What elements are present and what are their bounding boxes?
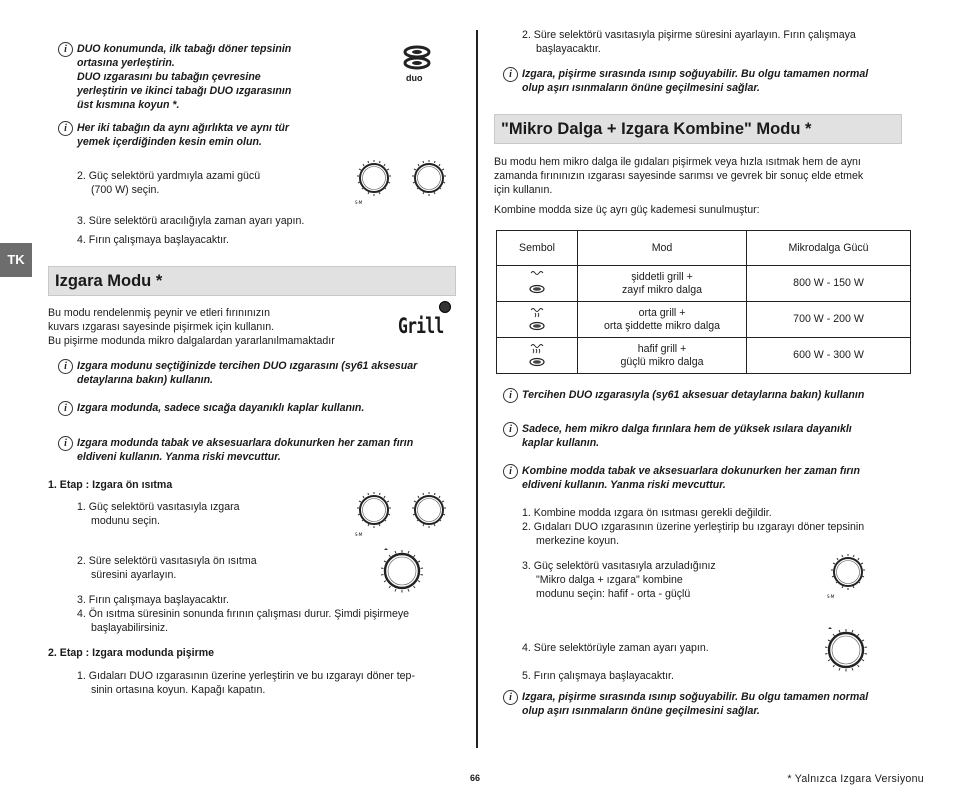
timer-knob bbox=[378, 545, 430, 597]
indicator-dot-icon bbox=[439, 301, 451, 313]
right-step-2: 2. Süre selektörü vasıtasıyla pişirme süresini ayarlayın. Fırın çalışmaya başlayacaktır. bbox=[522, 29, 856, 55]
svg-text:S·M: S·M bbox=[355, 200, 363, 205]
svg-text:S·M: S·M bbox=[355, 532, 363, 537]
mode-cell: şiddetli grill + zayıf mikro dalga bbox=[578, 266, 747, 302]
info-icon: i bbox=[503, 422, 518, 437]
note-cool-2: Izgara, pişirme sırasında ısınıp soğuyabilir. Bu olgu tamamen normal olup aşırı ısınmaların önüne geçilmesini sağlar. bbox=[522, 691, 869, 717]
note-recommend-duo: Izgara modunu seçtiğinizde tercihen DUO ızgarasını (sy61 aksesuar detaylarına bakın) kullanın. bbox=[77, 360, 418, 386]
symbol-cell bbox=[497, 302, 578, 338]
power-cell: 800 W - 150 W bbox=[747, 266, 911, 302]
light-grill-icon bbox=[526, 340, 548, 368]
table-header: Mod bbox=[578, 231, 747, 266]
power-cell: 700 W - 200 W bbox=[747, 302, 911, 338]
info-icon: i bbox=[503, 67, 518, 82]
combined-step-4: 4. Süre selektörüyle zaman ayarı yapın. bbox=[522, 642, 709, 654]
section-heading-grill: Izgara Modu * bbox=[48, 266, 456, 296]
stage-1-title: 1. Etap : Izgara ön ısıtma bbox=[48, 479, 173, 491]
mode-cell: orta grill + orta şiddette mikro dalga bbox=[578, 302, 747, 338]
strong-grill-icon bbox=[526, 269, 548, 295]
combined-step-5: 5. Fırın çalışmaya başlayacaktır. bbox=[522, 670, 674, 682]
combined-intro: Bu modu hem mikro dalga ile gıdaları pişirmek veya hızla ısıtmak hem de aynı zamanda fırınınızın ızgarası sayesinde sarımsı ve gevrek bir sonuç elde etmek için kullanın. bbox=[494, 156, 864, 196]
note-cool: Izgara, pişirme sırasında ısınıp soğuyabilir. Bu olgu tamamen normal olup aşırı ısınmaların önüne geçilmesini sağlar. bbox=[522, 68, 869, 94]
info-icon: i bbox=[503, 464, 518, 479]
note-oven-glove: Izgara modunda tabak ve aksesuarlara dokunurken her zaman fırın eldiveni kullanın. Yanma riski mevcuttur. bbox=[77, 437, 414, 463]
power-knob bbox=[824, 544, 876, 600]
stage-2-title: 2. Etap : Izgara modunda pişirme bbox=[48, 647, 215, 659]
note-duo: DUO konumunda, ilk tabağı döner tepsinin ortasına yerleştirin. DUO ızgarasını bu tabağın çevresine yerleştirin ve ikinci tabağı DUO ızgarasının üst kısmına koyun *. bbox=[77, 43, 292, 111]
info-icon: i bbox=[58, 436, 73, 451]
footer-note: * Yalnızca Izgara Versiyonu bbox=[787, 773, 924, 785]
page-number: 66 bbox=[470, 773, 481, 783]
medium-grill-icon bbox=[526, 304, 548, 332]
power-cell: 600 W - 300 W bbox=[747, 338, 911, 374]
info-icon: i bbox=[58, 121, 73, 136]
power-and-timer-knobs bbox=[352, 484, 457, 539]
note-glove-combined: Kombine modda tabak ve aksesuarlara dokunurken her zaman fırın eldiveni kullanın. Yanma riski mevcuttur. bbox=[522, 465, 860, 491]
timer-knob bbox=[822, 622, 874, 678]
info-icon: i bbox=[58, 42, 73, 57]
step-3: 3. Süre selektörü aracılığıyla zaman ayarı yapın. bbox=[77, 215, 305, 227]
table-header: Mikrodalga Gücü bbox=[747, 231, 911, 266]
info-icon: i bbox=[503, 388, 518, 403]
power-levels-table bbox=[496, 230, 911, 374]
note-heat-combined: Sadece, hem mikro dalga fırınlara hem de yüksek ısılara dayanıklı kaplar kullanın. bbox=[522, 423, 852, 449]
grill-intro: Bu modu rendelenmiş peynir ve etleri fırınınızın kuvars ızgarası sayesinde pişirmek için kullanın. Bu pişirme modunda mikro dalgalardan yararlanılmamaktadır bbox=[48, 307, 335, 347]
table-header: Sembol bbox=[497, 231, 578, 266]
info-icon: i bbox=[58, 359, 73, 374]
combined-step-1: 1. Kombine modda ızgara ön ısıtması gerekli değildir. bbox=[522, 507, 772, 519]
stage-1-step-2: 2. Süre selektörü vasıtasıyla ön ısıtma süresini ayarlayın. bbox=[77, 555, 257, 581]
stage-1-step-3: 3. Fırın çalışmaya başlayacaktır. bbox=[77, 594, 229, 606]
symbol-cell bbox=[497, 338, 578, 374]
note-heat-resistant: Izgara modunda, sadece sıcağa dayanıklı kaplar kullanın. bbox=[77, 402, 365, 414]
info-icon: i bbox=[503, 690, 518, 705]
symbol-cell bbox=[497, 266, 578, 302]
step-2: 2. Güç selektörü yardmıyla azami gücü (700 W) seçin. bbox=[77, 170, 261, 196]
combined-step-3: 3. Güç selektörü vasıtasıyla arzuladığınız "Mikro dalga + ızgara" kombine modunu seçin: hafif - orta - güçlü bbox=[522, 560, 716, 600]
note-same-weight: Her iki tabağın da aynı ağırlıkta ve aynı tür yemek içerdiğinden kesin emin olun. bbox=[77, 122, 289, 148]
duo-label: duo bbox=[406, 73, 423, 83]
language-tab: TK bbox=[0, 243, 32, 277]
mode-cell: hafif grill + güçlü mikro dalga bbox=[578, 338, 747, 374]
stage-1-step-1: 1. Güç selektörü vasıtasıyla ızgara modunu seçin. bbox=[77, 501, 240, 527]
combined-intro-2: Kombine modda size üç ayrı güç kademesi sunulmuştur: bbox=[494, 204, 760, 216]
table-header-row bbox=[497, 231, 911, 266]
table-row bbox=[497, 338, 911, 374]
step-4: 4. Fırın çalışmaya başlayacaktır. bbox=[77, 234, 229, 246]
table-row bbox=[497, 302, 911, 338]
combined-step-2: 2. Gıdaları DUO ızgarasının üzerine yerleştirip bu ızgarayı döner tepsinin merkezine koyun. bbox=[522, 521, 865, 547]
grill-label: Grill bbox=[398, 314, 444, 338]
table-row bbox=[497, 266, 911, 302]
stage-1-step-4: 4. Ön ısıtma süresinin sonunda fırının çalışması durur. Şimdi pişirmeye başlayabilirsiniz. bbox=[77, 608, 410, 634]
stage-2-step-1: 1. Gıdaları DUO ızgarasının üzerine yerleştirin ve bu ızgarayı döner tep- sinin ortasına koyun. Kapağı kapatın. bbox=[77, 670, 415, 696]
note-duo-combined: Tercihen DUO ızgarasıyla (sy61 aksesuar detaylarına bakın) kullanın bbox=[522, 389, 865, 401]
power-and-timer-knobs bbox=[352, 152, 457, 207]
section-heading-combined: "Mikro Dalga + Izgara Kombine" Modu * bbox=[494, 114, 902, 144]
info-icon: i bbox=[58, 401, 73, 416]
column-divider bbox=[476, 30, 478, 748]
svg-text:S·M: S·M bbox=[827, 594, 835, 599]
